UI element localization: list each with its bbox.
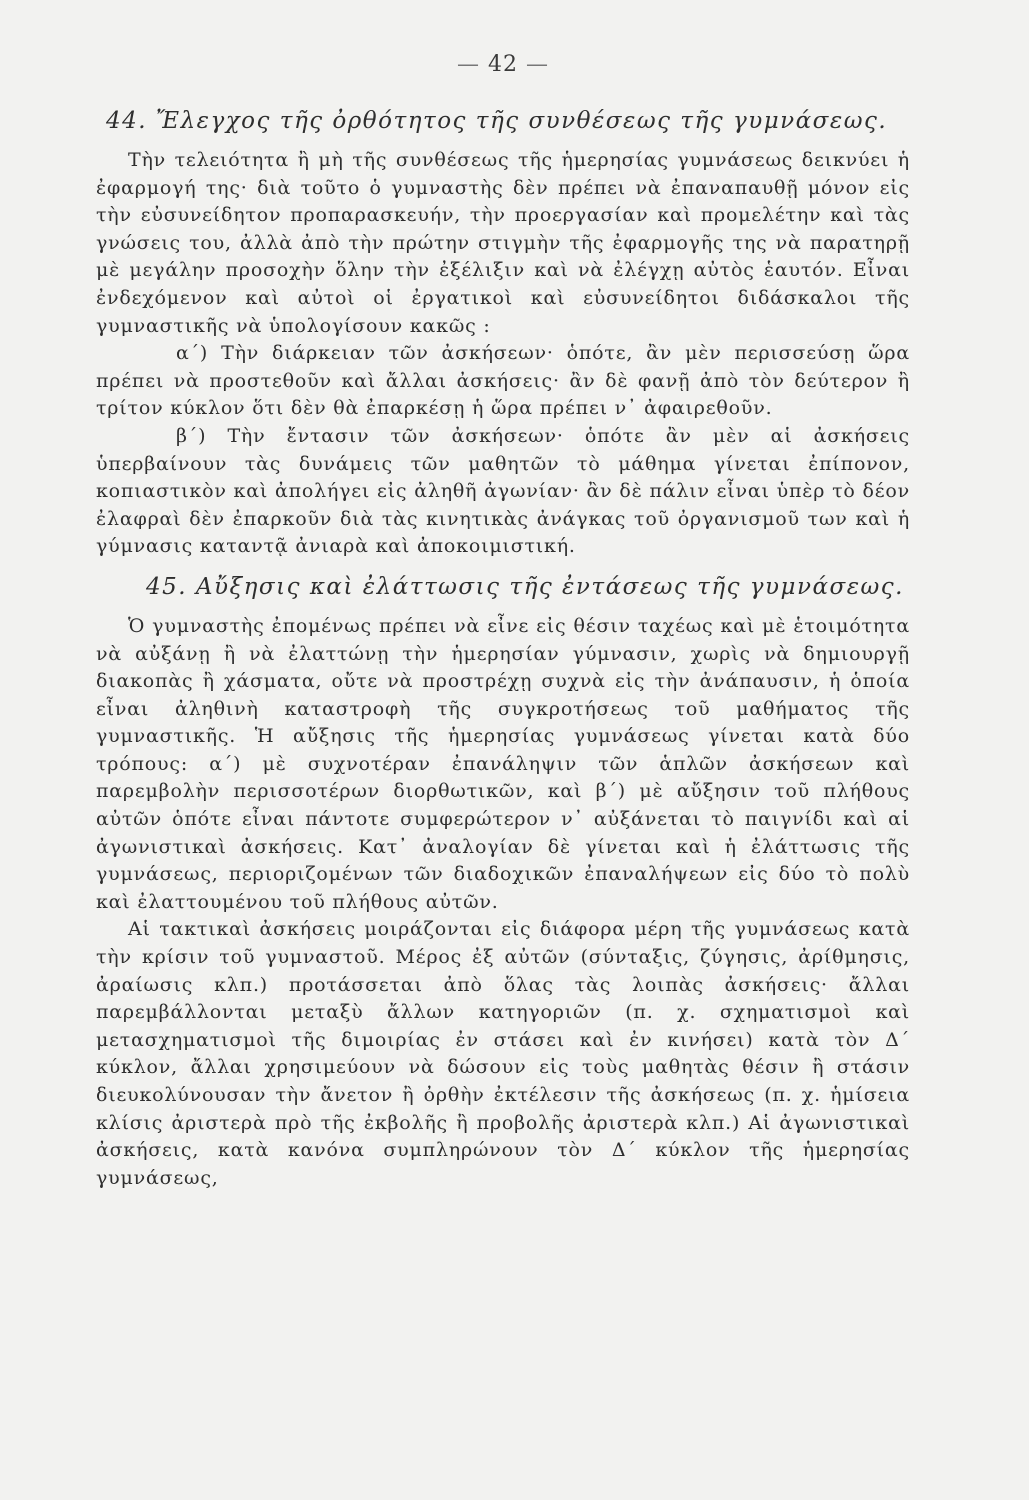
paragraph-item-a: α΄) Τὴν διάρκειαν τῶν ἀσκήσεων· ὁπότε, ἂν μὲν περισσεύσῃ ὥρα πρέπει νὰ προστεθοῦν καὶ ἄλλαι ἀσκήσεις· ἂν δὲ φανῇ ἀπὸ τὸν δεύτερον ἢ τρίτον κύκλον ὅτι δὲν θὰ ἐπαρκέσῃ ἡ ὥρα πρέπει ν᾽ ἀφαιρεθοῦν. xyxy=(96,342,910,420)
page-number-dash-right: — xyxy=(518,52,549,77)
paragraph: Τὴν τελειότητα ἢ μὴ τῆς συνθέσεως τῆς ἡμερησίας γυμνάσεως δεικνύει ἡ ἐφαρμογή της· διὰ τοῦτο ὁ γυμναστὴς δὲν πρέπει νὰ ἐπαναπαυθῇ μόνον εἰς τὴν εὐσυνείδητον προπαρασκευήν, τὴν προεργασίαν καὶ προμελέτην καὶ τὰς γνώσεις του, ἀλλὰ ἀπὸ τὴν πρώτην στιγμὴν τῆς ἐφαρμογῆς της νὰ παρατηρῇ μὲ μεγάλην προσοχὴν ὅλην τὴν ἐξέλιξιν καὶ νὰ ἐλέγχῃ αὐτὸς ἑαυτόν. Εἶναι ἐνδεχόμενον καὶ αὐτοὶ οἱ ἐργατικοὶ καὶ εὐσυνείδητοι διδάσκαλοι τῆς γυμναστικῆς νὰ ὑπολογίσουν κακῶς : xyxy=(96,149,910,337)
paragraph: Αἱ τακτικαὶ ἀσκήσεις μοιράζονται εἰς διάφορα μέρη τῆς γυμνάσεως κατὰ τὴν κρίσιν τοῦ γυμναστοῦ. Μέρος ἐξ αὐτῶν (σύνταξις, ζύγησις, ἀρίθμησις, ἀραίωσις κλπ.) προτάσσεται ἀπὸ ὅλας τὰς λοιπὰς ἀσκήσεις· ἄλλαι παρεμβάλλονται μεταξὺ ἄλλων κατηγοριῶν (π. χ. σχηματισμοὶ καὶ μετασχηματισμοὶ τῆς διμοιρίας ἐν στάσει καὶ ἐν κινήσει) κατὰ τὸν Δ΄ κύκλον, ἄλλαι χρησιμεύουν νὰ δώσουν εἰς τοὺς μαθητὰς θέσιν ἢ στάσιν διευκολύνουσαν τὴν ἄνετον ἢ ὀρθὴν ἐκτέλεσιν τῆς ἀσκήσεως (π. χ. ἡμίσεια κλίσις ἀριστερὰ πρὸ τῆς ἐκβολῆς ἢ προβολῆς ἀριστερὰ κλπ.) Αἱ ἀγωνιστικαὶ ἀσκήσεις, κατὰ κανόνα συμπληρώνουν τὸν Δ΄ κύκλον τῆς ἡμερησίας γυμνάσεως, xyxy=(96,918,910,1189)
document-page xyxy=(96,52,910,1452)
section-heading: 45. Αὔξησις καὶ ἐλάττωσις τῆς ἐντάσεως τῆς γυμνάσεως. xyxy=(146,573,904,600)
section-44 xyxy=(96,107,910,561)
paragraph: Ὁ γυμναστὴς ἐπομένως πρέπει νὰ εἶνε εἰς θέσιν ταχέως καὶ μὲ ἑτοιμότητα νὰ αὐξάνῃ ἢ νὰ ἐλαττώνῃ τὴν ἡμερησίαν γύμνασιν, χωρὶς νὰ δημιουργῇ διακοπὰς ἢ χάσματα, οὔτε νὰ προστρέχῃ συχνὰ εἰς τὴν ἀνάπαυσιν, ἡ ὁποία εἶναι ἀληθινὴ καταστροφὴ τῆς συγκροτήσεως τοῦ μαθήματος τῆς γυμναστικῆς. Ἡ αὔξησις τῆς ἡμερησίας γυμνάσεως γίνεται κατὰ δύο τρόπους: α΄) μὲ συχνοτέραν ἐπανάληψιν τῶν ἁπλῶν ἀσκήσεων καὶ παρεμβολὴν περισσοτέρων διορθωτικῶν, καὶ β΄) μὲ αὔξησιν τοῦ πλήθους αὐτῶν ὁπότε εἶναι πάντοτε συμφερώτερον ν᾽ αὐξάνεται τὸ παιγνίδι καὶ αἱ ἀγωνιστικαὶ ἀσκήσεις. Κατ᾽ ἀναλογίαν δὲ γίνεται καὶ ἡ ἐλάττωσις τῆς γυμνάσεως, περιοριζομένων τῶν διαδοχικῶν ἐπαναλήψεων εἰς δύο τὸ πολὺ καὶ ἐλαττουμένου τοῦ πλήθους αὐτῶν. xyxy=(96,614,910,913)
section-heading: 44. Ἔλεγχος τῆς ὀρθότητος τῆς συνθέσεως τῆς γυμνάσεως. xyxy=(106,108,888,134)
paragraph-item-b: β΄) Τὴν ἔντασιν τῶν ἀσκήσεων· ὁπότε ἂν μὲν αἱ ἀσκήσεις ὑπερβαίνουν τὰς δυνάμεις τῶν μαθητῶν τὸ μάθημα γίνεται ἐπίπονον, κοπιαστικὸν καὶ ἀπολήγει εἰς ἀληθῆ ἀγωνίαν· ἂν δὲ πάλιν εἶναι ὑπὲρ τὸ δέον ἐλαφραὶ δὲν ἐπαρκοῦν διὰ τὰς κινητικὰς ἀνάγκας τοῦ ὀργανισμοῦ των καὶ ἡ γύμνασις καταντᾷ ἀνιαρὰ καὶ ἀποκοιμιστική. xyxy=(96,424,910,558)
page-number xyxy=(96,52,910,77)
section-45 xyxy=(96,573,910,1192)
page-number-value: 42 xyxy=(488,52,518,77)
page-number-dash-left: — xyxy=(457,52,488,77)
